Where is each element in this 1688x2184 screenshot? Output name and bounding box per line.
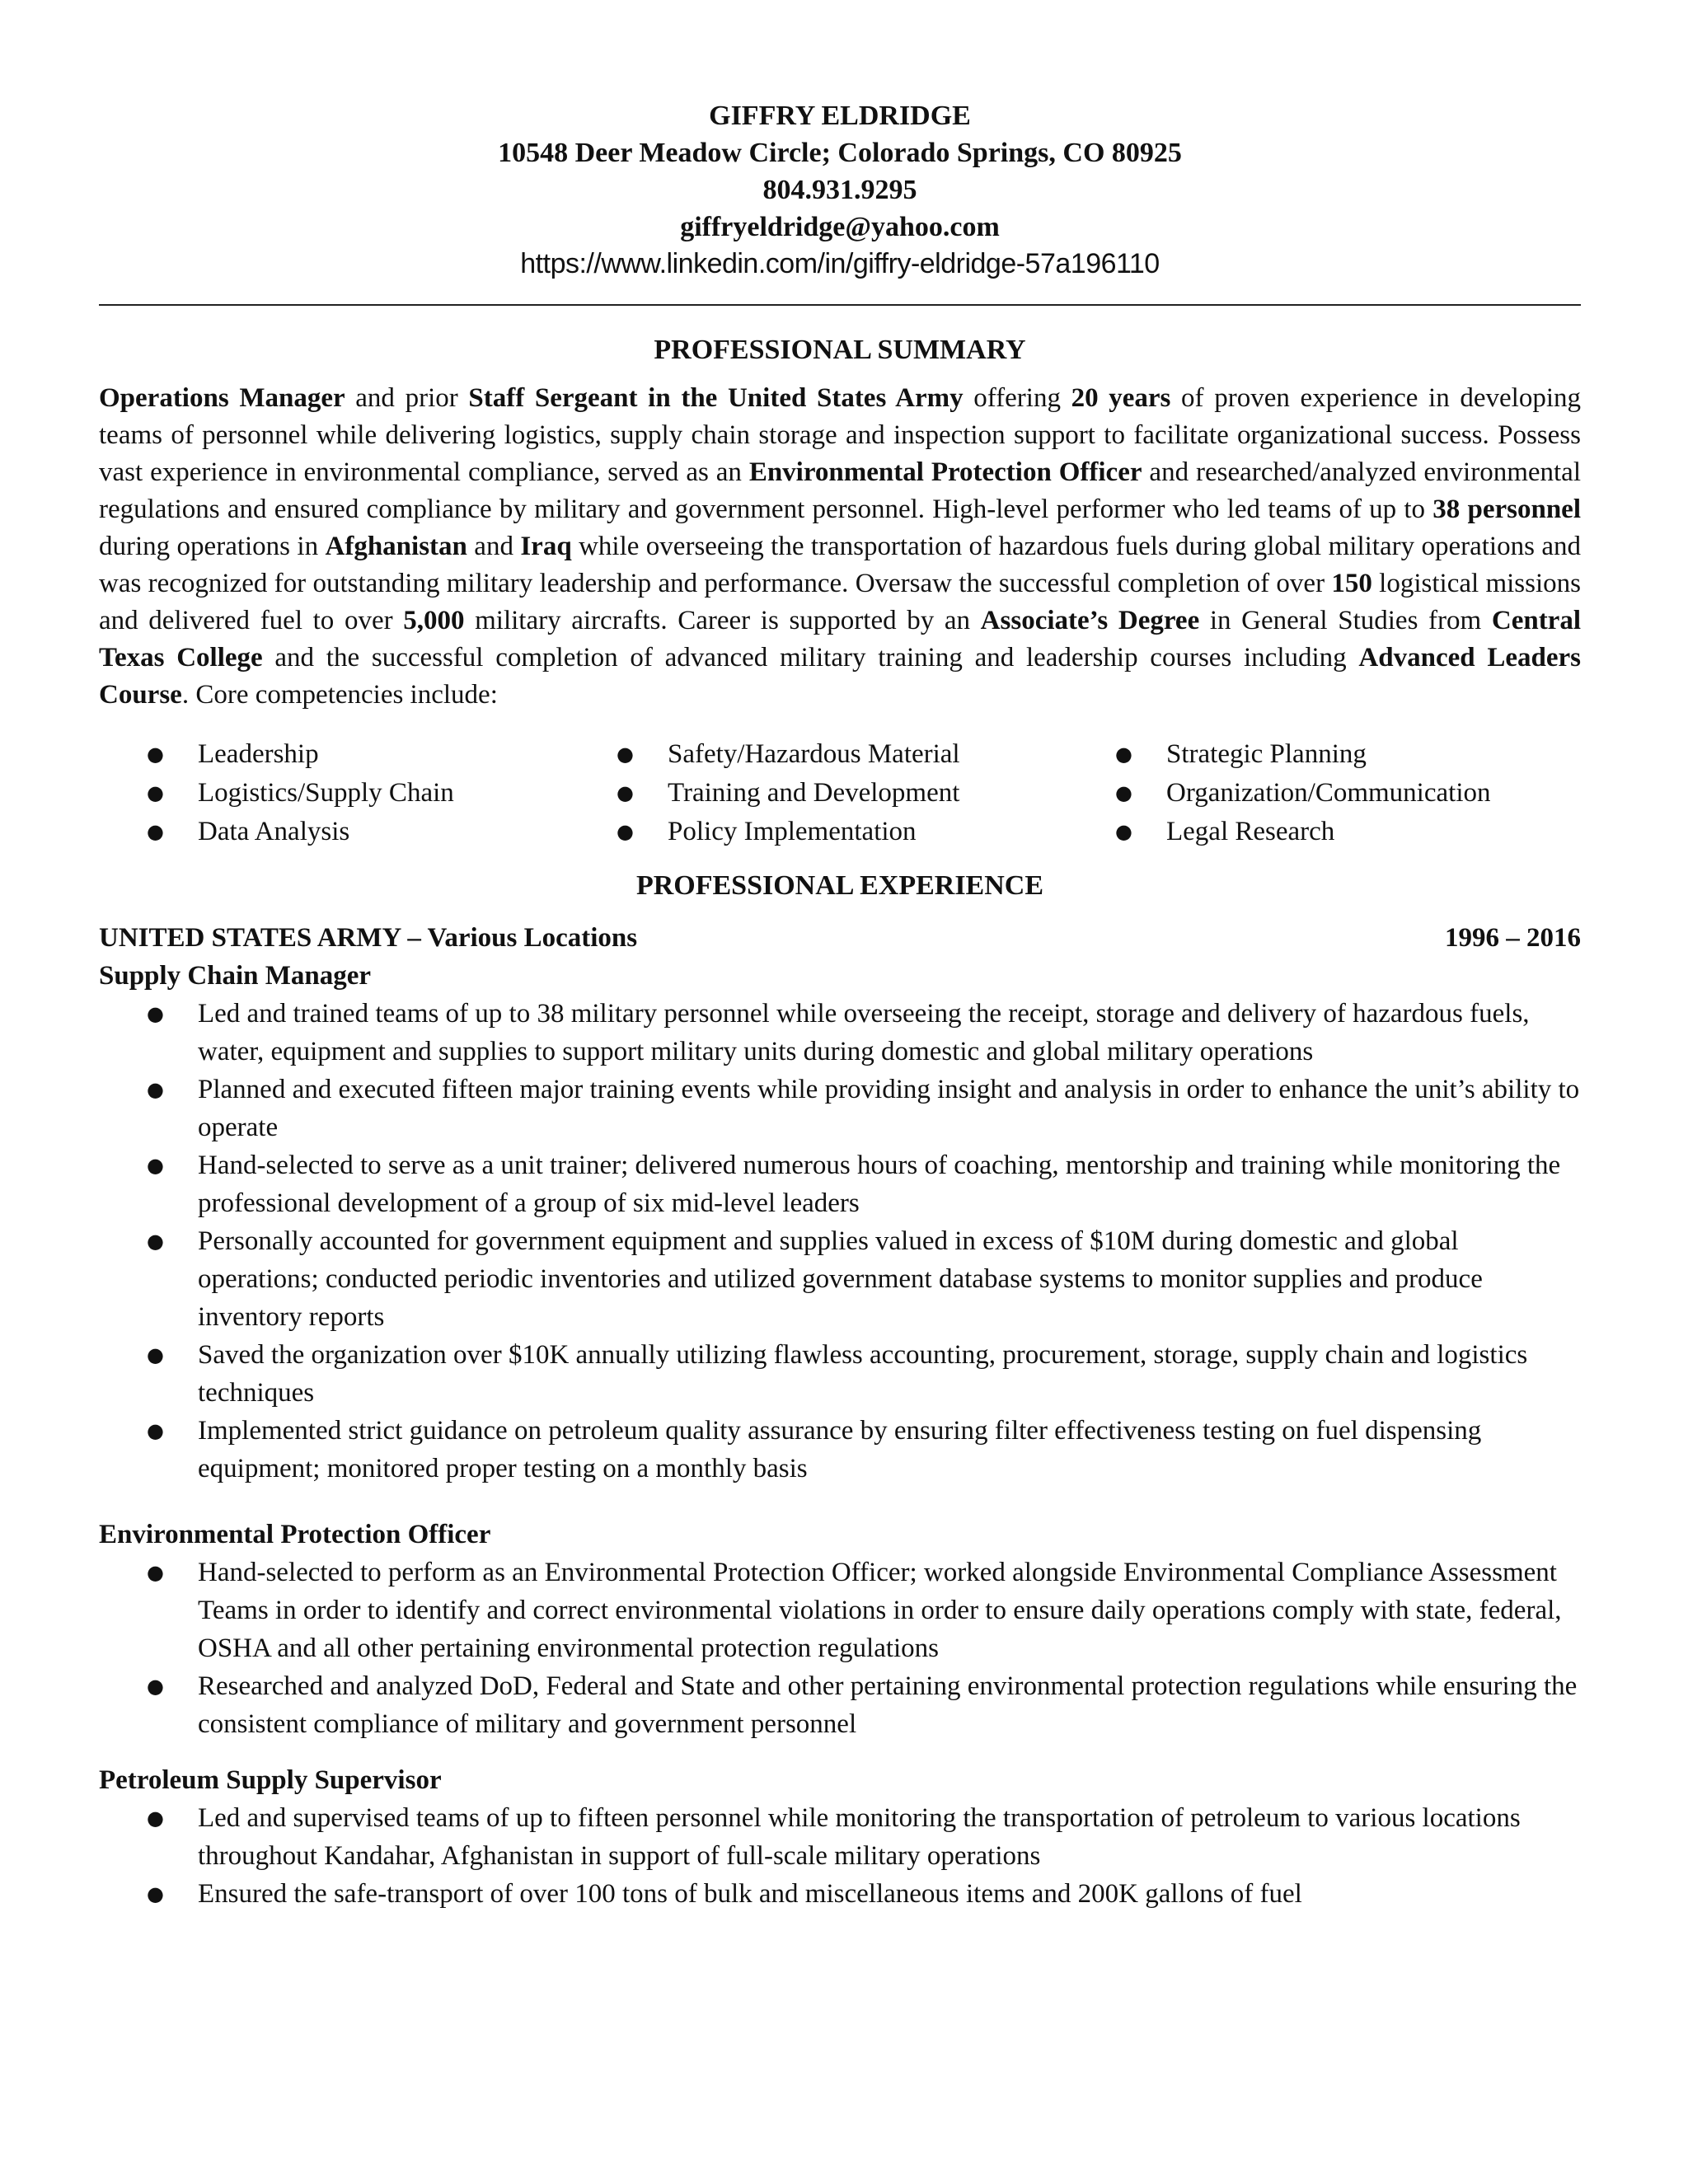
employer-row [99,919,1581,957]
summary-highlight: 38 personnel [1432,494,1581,524]
summary-text-run: of proven experience in developing teams of personnel while delivering logistics, supply chain storage and inspection support to facilitate organizational success. Possess vast experience in environmental compliance, served as an [99,383,1582,487]
duty-item: ● Led and trained teams of up to 38 military personnel while overseeing the receipt, storage and delivery of hazardous fuels, water, equipment and supplies to support military units during domestic and global military operations [147,995,1581,1071]
role-title: Petroleum Supply Supervisor [99,1765,442,1795]
summary-highlight: Operations Manager [99,383,345,413]
candidate-name: GIFFRY ELDRIDGE [709,101,971,131]
competency-item: ● Legal Research [1115,813,1577,851]
competencies-column [617,735,1115,851]
competency-item: ● Data Analysis [147,813,617,851]
header-divider [99,304,1581,306]
summary-text-run: military aircrafts. Career is supported by an [464,606,981,635]
summary-highlight: Advanced Leaders Course [99,643,1581,710]
competency-item: ● Safety/Hazardous Material [617,735,1115,774]
competencies-column [147,735,617,851]
summary-text-run: and researched/analyzed environmental regulations and ensured compliance by military and government personnel. High-level performer who led teams of up to [99,457,1581,524]
duty-list [147,1799,1581,1913]
email-address: giffryeldridge@yahoo.com [680,212,1000,242]
competency-item: ● Leadership [147,735,617,774]
competency-item: ● Training and Development [617,774,1115,813]
summary-text-run: offering [963,383,1071,413]
duty-item: ● Ensured the safe-transport of over 100 tons of bulk and miscellaneous items and 200K gallons of fuel [147,1875,1581,1913]
summary-heading: PROFESSIONAL SUMMARY [654,335,1026,365]
competency-item: ● Policy Implementation [617,813,1115,851]
summary-highlight: 20 years [1071,383,1171,413]
duty-list [147,995,1581,1488]
duty-item: ● Planned and executed fifteen major training events while providing insight and analysis in order to enhance the unit’s ability to operate [147,1071,1581,1146]
duty-list [147,1554,1581,1743]
summary-text-run: logistical missions and delivered fuel to over [99,569,1581,635]
employer-name: UNITED STATES ARMY – Various Locations [99,923,638,953]
summary-text-run: and [467,532,521,561]
summary-highlight: Associate’s Degree [980,606,1200,635]
duty-item: ● Led and supervised teams of up to fifteen personnel while monitoring the transportation of petroleum to various locations throughout Kandahar, Afghanistan in support of full-scale military operations [147,1799,1581,1875]
linkedin-url: https://www.linkedin.com/in/giffry-eldridge-57a196110 [520,248,1160,279]
summary-highlight: Central Texas College [99,606,1581,673]
duty-item: ● Hand-selected to serve as a unit trainer; delivered numerous hours of coaching, mentorship and training while monitoring the professional development of a group of six mid-level leaders [147,1146,1581,1222]
summary-text-run: while overseeing the transportation of hazardous fuels during global military operations and was recognized for outstanding military leadership and performance. Oversaw the successful completion of over [99,532,1581,598]
competencies-grid [147,735,1581,851]
duty-item: ● Researched and analyzed DoD, Federal and State and other pertaining environmental protection regulations while ensuring the consistent compliance of military and government personnel [147,1667,1581,1743]
duty-item: ● Personally accounted for government equipment and supplies valued in excess of $10M during domestic and global operations; conducted periodic inventories and utilized government database systems to monitor supplies and produce inventory reports [147,1222,1581,1336]
summary-highlight: 150 [1331,569,1372,598]
summary-text-run: during operations in [99,532,326,561]
competency-item: ● Logistics/Supply Chain [147,774,617,813]
role-title: Environmental Protection Officer [99,1520,491,1549]
duty-item: ● Hand-selected to perform as an Environmental Protection Officer; worked alongside Environmental Compliance Assessment Teams in order to identify and correct environmental violations in order to ensure daily operations comply with state, federal, OSHA and all other pertaining environmental protection regulations [147,1554,1581,1667]
summary-text-run: and the successful completion of advanced military training and leadership courses including [262,643,1359,673]
summary-text-run: . Core competencies include: [181,680,498,710]
summary-highlight: Staff Sergeant in the United States Army [468,383,964,413]
mailing-address: 10548 Deer Meadow Circle; Colorado Springs, CO 80925 [498,138,1182,168]
summary-highlight: Environmental Protection Officer [748,457,1142,487]
summary-paragraph [99,380,1581,714]
competency-item: ● Organization/Communication [1115,774,1577,813]
role-title: Supply Chain Manager [99,961,372,991]
employment-dates: 1996 – 2016 [1445,923,1581,953]
duty-item: ● Implemented strict guidance on petroleum quality assurance by ensuring filter effectiveness testing on fuel dispensing equipment; monitored proper testing on a monthly basis [147,1412,1581,1488]
experience-heading: PROFESSIONAL EXPERIENCE [635,870,1044,901]
phone-number: 804.931.9295 [762,175,917,205]
competencies-column [1115,735,1577,851]
summary-text-run: and prior [345,383,469,413]
competency-item: ● Strategic Planning [1115,735,1577,774]
summary-highlight: Afghanistan [325,532,467,561]
duty-item: ● Saved the organization over $10K annually utilizing flawless accounting, procurement, storage, supply chain and logistics techniques [147,1336,1581,1412]
summary-text-run: in General Studies from [1199,606,1492,635]
summary-highlight: Iraq [520,532,572,561]
contact-header [99,97,1581,283]
summary-highlight: 5,000 [403,606,465,635]
